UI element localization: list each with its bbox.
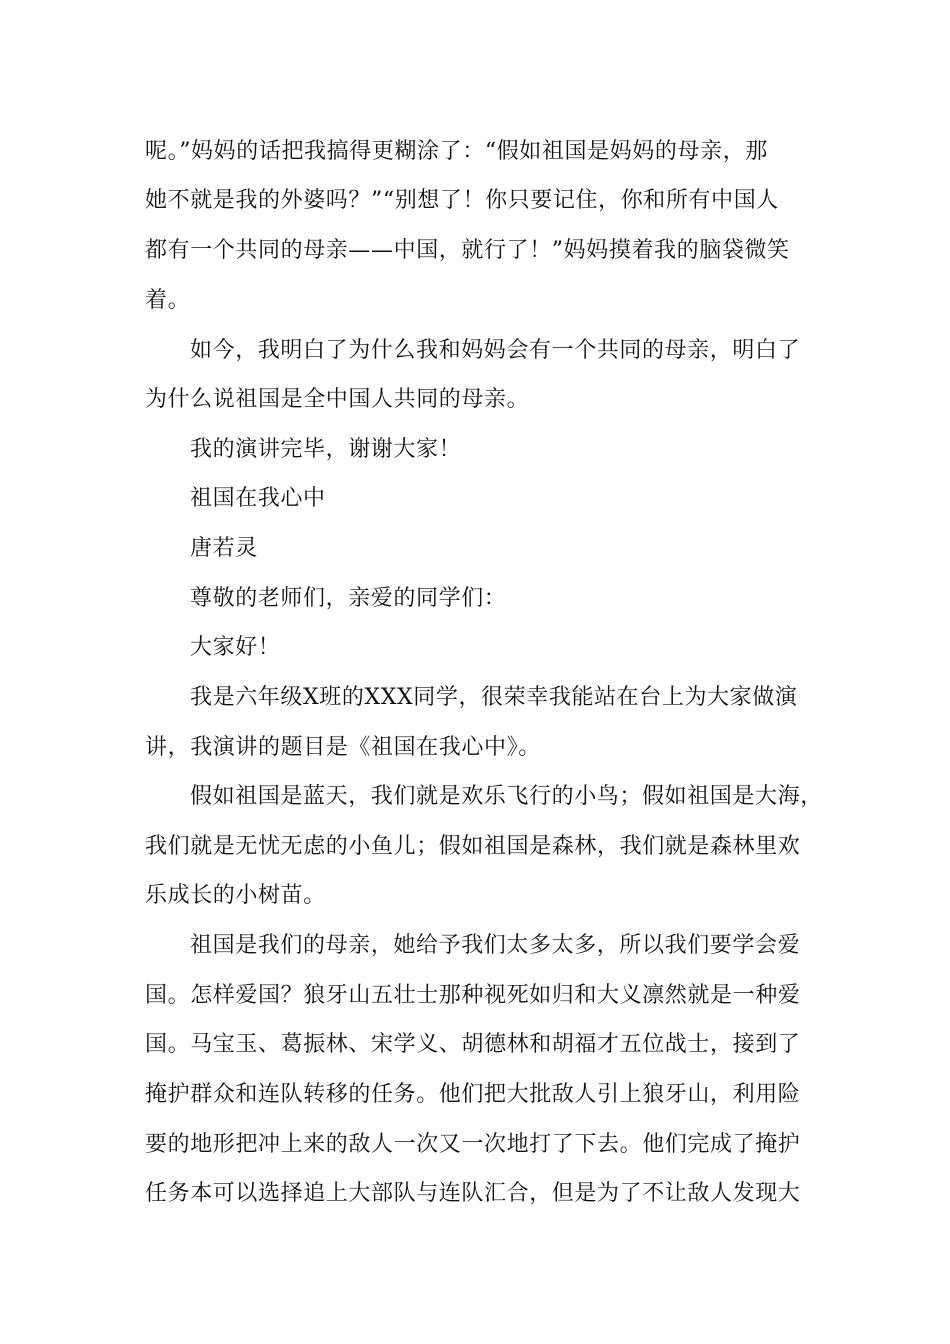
text-line: 如今，我明白了为什么我和妈妈会有一个共同的母亲，明白了 (190, 338, 801, 363)
text-line: 乐成长的小树苗。 (145, 883, 326, 908)
closing-line: 我的演讲完毕，谢谢大家！ (190, 437, 462, 462)
text-line: 要的地形把冲上来的敌人一次又一次地打了下去。他们完成了掩护 (145, 1132, 801, 1157)
text-line: 祖国是我们的母亲，她给予我们太多太多，所以我们要学会爱 (190, 933, 801, 958)
text-line: 国。怎样爱国？狼牙山五壮士那种视死如归和大义凛然就是一种爱 (145, 983, 801, 1008)
author-name: 唐若灵 (190, 536, 258, 561)
text-line: 我是六年级X班的XXX同学，很荣幸我能站在台上为大家做演 (190, 685, 798, 710)
text-line: 我们就是无忧无虑的小鱼儿；假如祖国是森林，我们就是森林里欢 (145, 834, 801, 859)
speech-title: 祖国在我心中 (190, 486, 326, 511)
text-line: 讲，我演讲的题目是《祖国在我心中》。 (145, 735, 541, 760)
text-line: 她不就是我的外婆吗？”“别想了！你只要记住，你和所有中国人 (145, 188, 779, 213)
greeting: 大家好！ (190, 635, 281, 660)
text-line: 着。 (145, 288, 191, 313)
text-line: 任务本可以选择追上大部队与连队汇合，但是为了不让敌人发现大 (145, 1181, 801, 1206)
text-line: 掩护群众和连队转移的任务。他们把大批敌人引上狼牙山，利用险 (145, 1082, 801, 1107)
text-line: 呢。”妈妈的话把我搞得更糊涂了：“假如祖国是妈妈的母亲，那 (145, 139, 768, 164)
text-line: 为什么说祖国是全中国人共同的母亲。 (145, 387, 530, 412)
text-line: 国。马宝玉、葛振林、宋学义、胡德林和胡福才五位战士，接到了 (145, 1032, 801, 1057)
salutation: 尊敬的老师们，亲爱的同学们： (190, 586, 507, 611)
text-line: 都有一个共同的母亲——中国，就行了！”妈妈摸着我的脑袋微笑 (145, 238, 790, 263)
text-line: 假如祖国是蓝天，我们就是欢乐飞行的小鸟；假如祖国是大海， (190, 784, 823, 809)
